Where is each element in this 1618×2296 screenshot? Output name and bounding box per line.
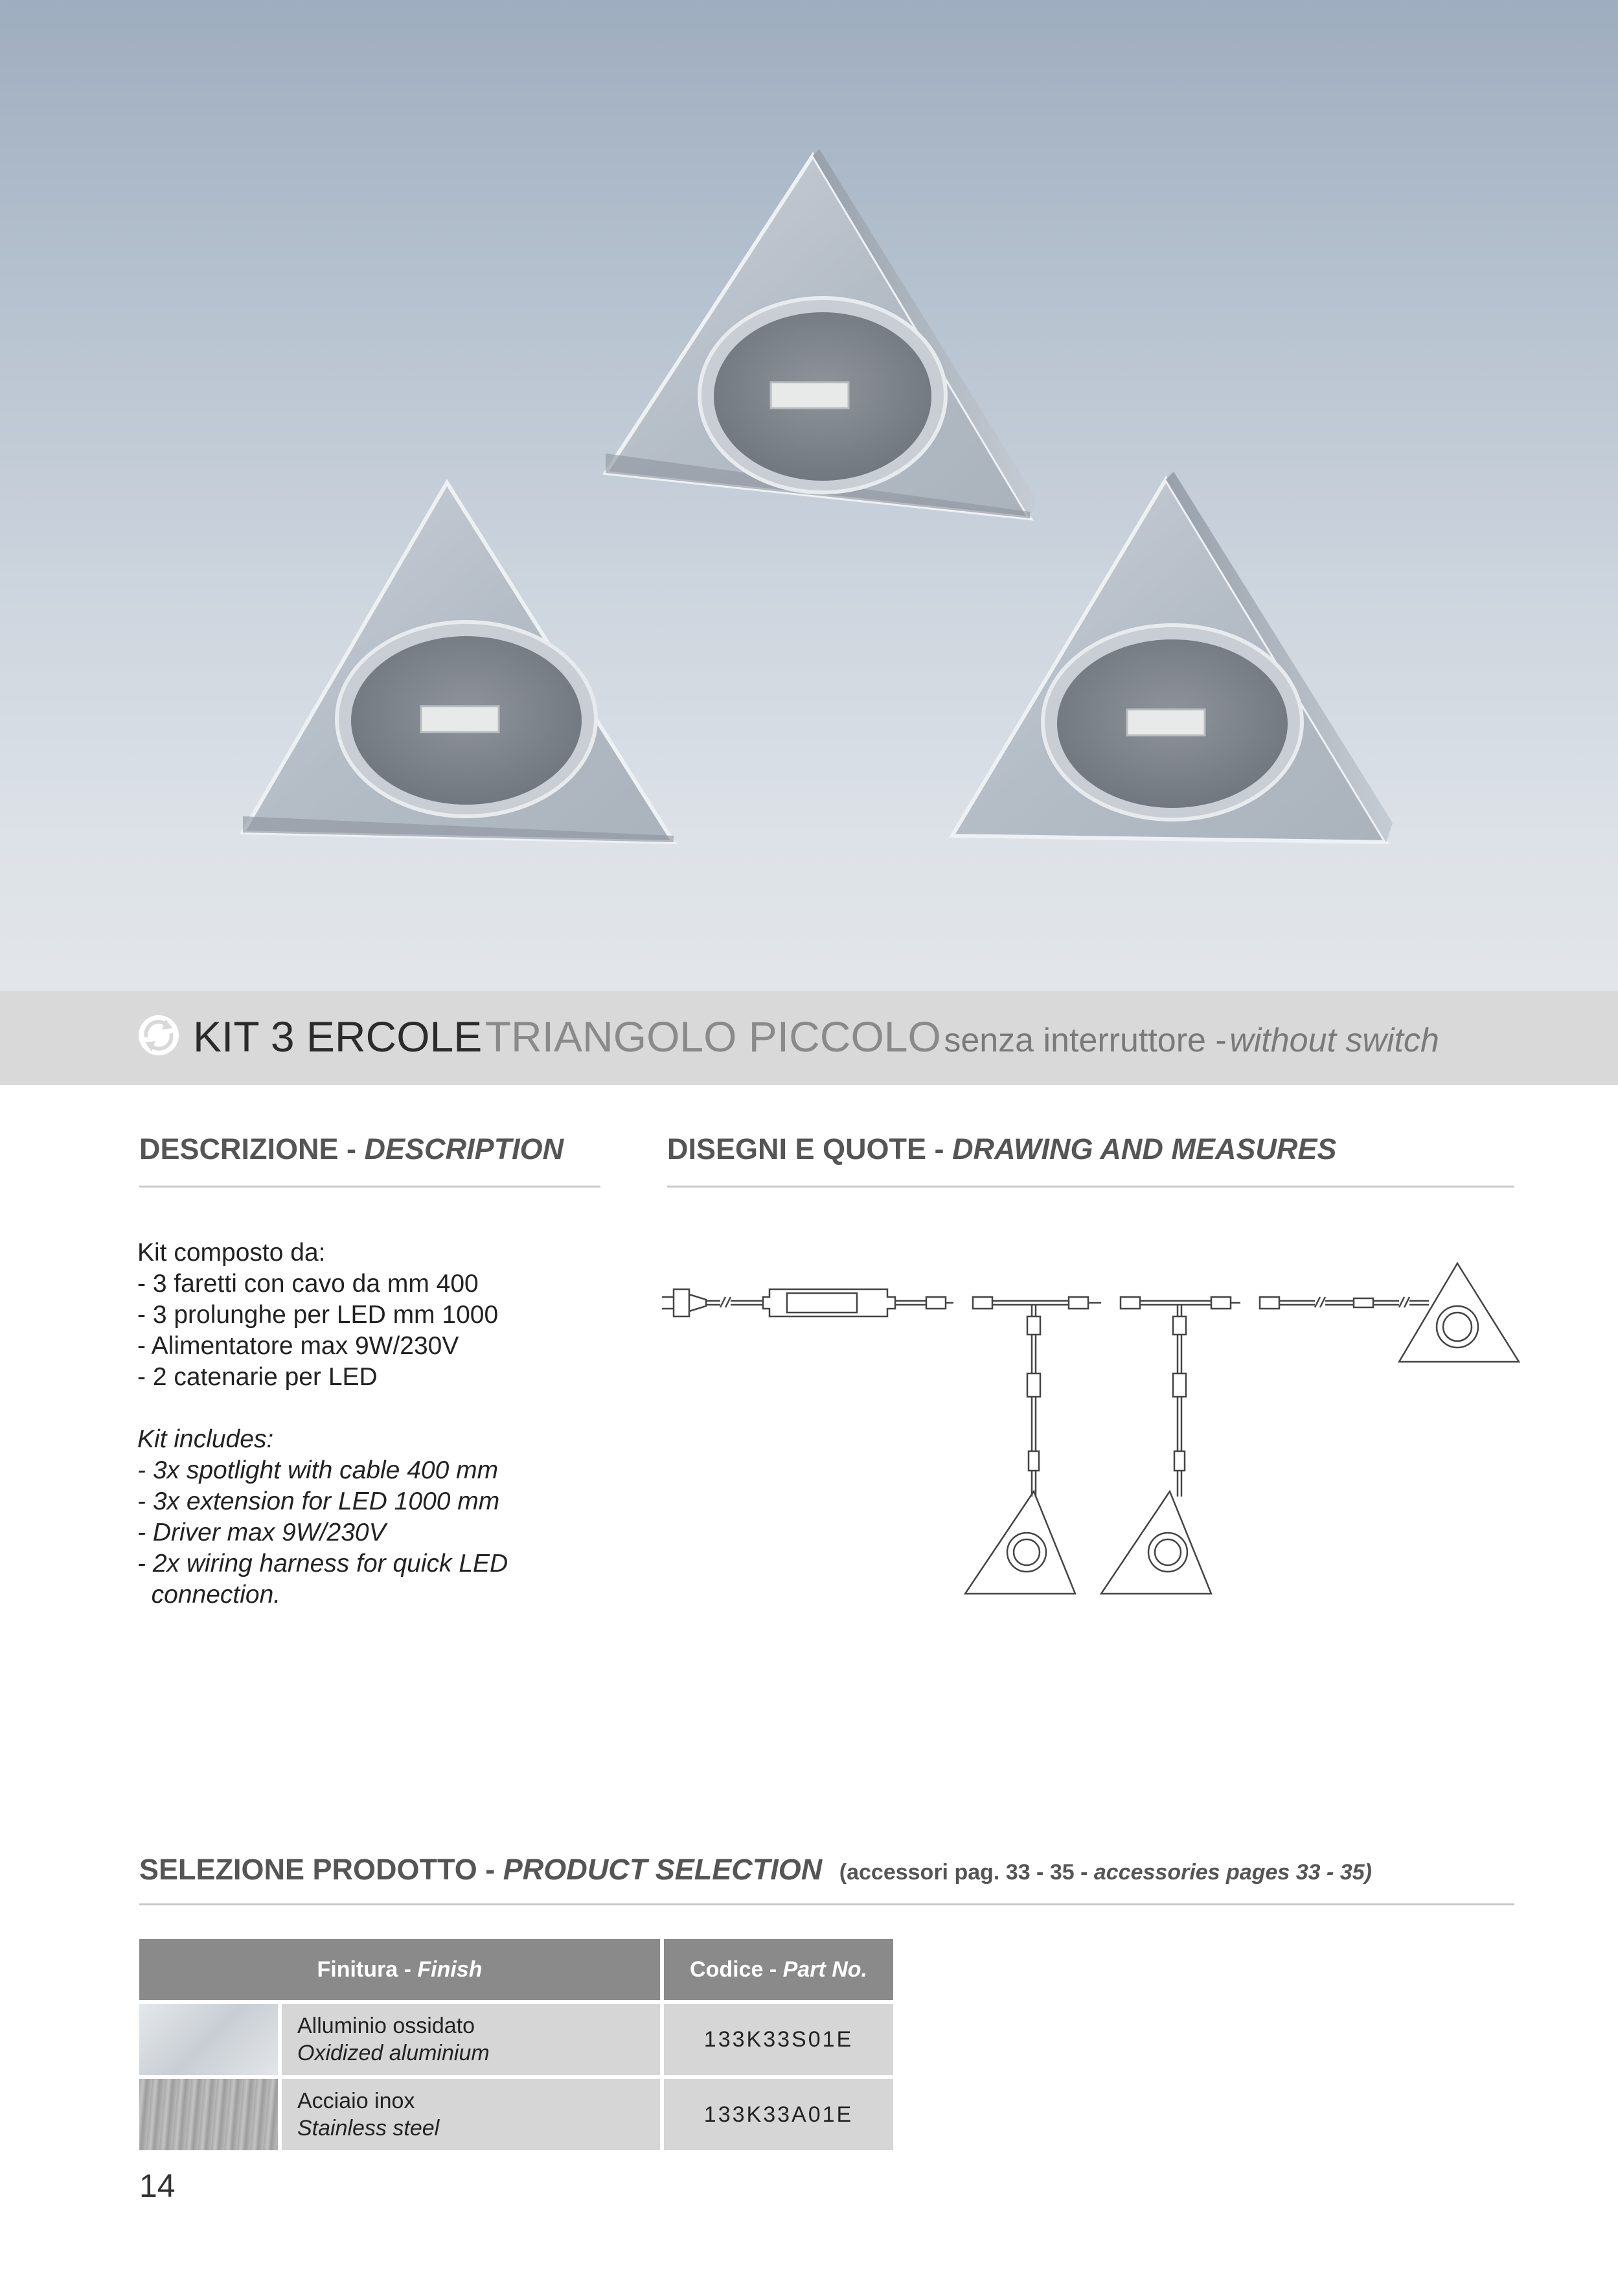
selection-rule	[139, 1903, 1514, 1905]
part-code-cell: 133K33A01E	[664, 2079, 893, 2150]
finish-swatch-aluminium	[139, 2004, 278, 2075]
finish-cell: Alluminio ossidato Oxidized aluminium	[282, 2004, 660, 2075]
drawing-heading	[667, 1132, 1336, 1166]
desc-en-line: - 3x spotlight with cable 400 mm	[137, 1456, 499, 1484]
selection-heading-it: SELEZIONE PRODOTTO -	[139, 1853, 496, 1886]
spotlight-right	[952, 472, 1393, 842]
desc-it-line: - 2 catenarie per LED	[137, 1363, 378, 1391]
description-heading-it: DESCRIZIONE -	[139, 1132, 357, 1165]
table-row	[139, 2079, 893, 2150]
title-model: TRIANGOLO PICCOLO	[484, 1013, 941, 1061]
driver-box	[763, 1289, 895, 1316]
drawing-heading-it: DISEGNI E QUOTE -	[667, 1132, 944, 1165]
table-header-row	[139, 1939, 893, 2000]
finish-swatch-stainless	[139, 2079, 278, 2150]
spotlight-left	[243, 483, 674, 842]
desc-it-line: Kit composto da:	[137, 1239, 326, 1267]
finish-column-header: Finitura - Finish	[139, 1939, 660, 2000]
description-rule	[139, 1186, 600, 1188]
plug-icon	[662, 1289, 706, 1316]
desc-it-line: - Alimentatore max 9W/230V	[137, 1332, 459, 1360]
title-variant-en: without switch	[1229, 1022, 1439, 1059]
drawing-heading-en: DRAWING AND MEASURES	[952, 1132, 1337, 1165]
desc-en-line: Kit includes:	[137, 1425, 274, 1453]
description-text	[137, 1237, 508, 1611]
junction-1	[965, 1297, 1101, 1594]
selection-heading-en: PRODUCT SELECTION	[503, 1853, 823, 1886]
desc-en-line: - 2x wiring harness for quick LED	[137, 1550, 508, 1578]
drawing-rule	[667, 1186, 1514, 1188]
selection-heading	[139, 1853, 1372, 1887]
desc-en-line: - 3x extension for LED 1000 mm	[137, 1487, 500, 1515]
accessories-note: (accessori pag. 33 - 35 - accessories pages 33 - 35)	[839, 1860, 1372, 1885]
page-number: 14	[139, 2168, 176, 2204]
junction-2	[1101, 1297, 1240, 1594]
title-kit: KIT 3 ERCOLE	[193, 1013, 483, 1061]
spotlight-top	[606, 149, 1036, 518]
page-title	[193, 1004, 1439, 1069]
description-heading	[139, 1132, 564, 1166]
title-variant-it: senza interruttore -	[944, 1022, 1227, 1059]
description-heading-en: DESCRIPTION	[364, 1132, 564, 1165]
desc-it-line: - 3 faretti con cavo da mm 400	[137, 1270, 479, 1298]
table-row	[139, 2004, 893, 2075]
wiring-diagram	[654, 1244, 1529, 1607]
recycle-arrows-icon	[137, 1014, 180, 1057]
product-photo	[0, 0, 1618, 991]
part-code-cell: 133K33S01E	[664, 2004, 893, 2075]
desc-it-line: - 3 prolunghe per LED mm 1000	[137, 1301, 499, 1329]
end-spotlight	[1260, 1263, 1519, 1362]
desc-en-line: - Driver max 9W/230V	[137, 1519, 386, 1546]
desc-en-line: connection.	[137, 1581, 281, 1609]
finish-cell: Acciaio inox Stainless steel	[282, 2079, 660, 2150]
product-selection-table	[135, 1935, 897, 2154]
code-column-header: Codice - Part No.	[664, 1939, 893, 2000]
